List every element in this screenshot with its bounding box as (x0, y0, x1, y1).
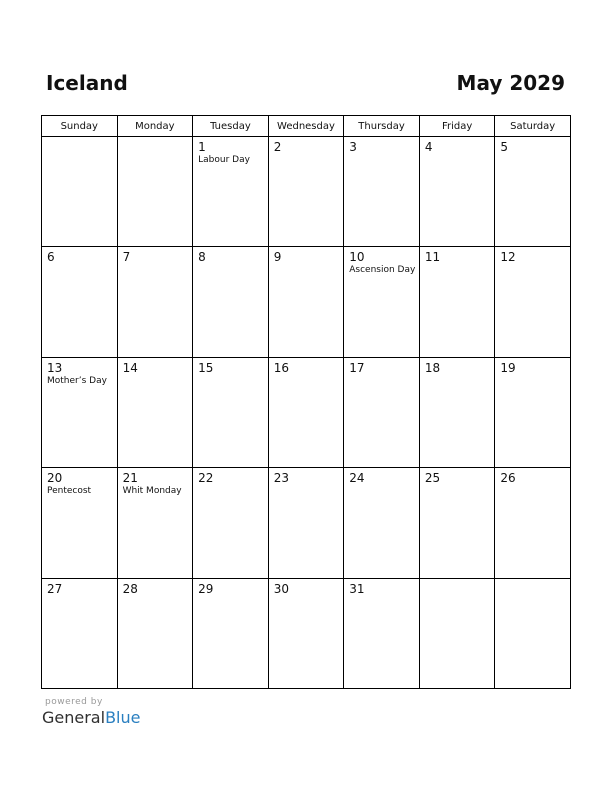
weekday-header: Monday (117, 116, 193, 137)
day-number: 7 (122, 250, 131, 265)
day-cell (117, 247, 193, 357)
day-cell (193, 247, 269, 357)
day-number: 29 (198, 581, 214, 596)
holiday-label: Mother’s Day (47, 375, 107, 386)
generalblue-logo[interactable] (42, 708, 140, 727)
day-cell (419, 247, 495, 357)
holiday-label: Labour Day (198, 155, 250, 165)
weekday-header: Wednesday (268, 116, 344, 137)
week-row (42, 357, 571, 467)
day-number: 14 (122, 360, 138, 375)
day-number: 9 (273, 250, 282, 265)
week-row (42, 468, 571, 578)
day-cell (495, 357, 571, 467)
day-cell (268, 137, 344, 247)
day-number: 8 (198, 250, 206, 265)
day-cell (193, 468, 269, 578)
day-number: 10 (349, 250, 365, 265)
weekday-header: Friday (419, 116, 495, 137)
day-number: 24 (349, 471, 365, 486)
holiday-label: Ascension Day (349, 265, 416, 276)
day-number: 19 (500, 360, 516, 375)
day-number: 4 (424, 140, 433, 154)
weekday-header: Saturday (495, 116, 571, 137)
day-number: 20 (47, 471, 63, 486)
day-cell (419, 578, 495, 688)
weekday-header-row (42, 116, 571, 137)
day-cell (495, 578, 571, 688)
day-cell (495, 468, 571, 578)
day-number: 16 (273, 360, 289, 375)
day-number: 22 (198, 471, 214, 486)
day-number: 28 (122, 581, 138, 596)
day-cell (193, 578, 269, 688)
day-cell (419, 357, 495, 467)
day-number: 6 (47, 250, 55, 265)
weekday-header: Tuesday (193, 116, 269, 137)
day-number (420, 579, 495, 582)
day-number: 15 (198, 360, 214, 375)
day-cell (42, 357, 118, 467)
day-cell (344, 578, 420, 688)
day-cell (117, 137, 193, 247)
day-number: 11 (424, 250, 441, 265)
weekday-header: Thursday (344, 116, 420, 137)
day-cell (268, 247, 344, 357)
day-number: 23 (273, 471, 289, 486)
day-number: 17 (349, 360, 365, 375)
weekday-header: Sunday (42, 116, 118, 137)
day-number: 18 (424, 360, 441, 375)
day-cell (419, 137, 495, 247)
day-cell (419, 468, 495, 578)
powered-by-label: powered by (45, 697, 103, 707)
day-cell (344, 357, 420, 467)
day-cell (268, 468, 344, 578)
day-cell (42, 137, 118, 247)
day-cell (193, 357, 269, 467)
day-number: 13 (47, 360, 63, 375)
day-number: 2 (273, 140, 282, 154)
day-number (495, 579, 570, 582)
day-cell (344, 468, 420, 578)
brand-general-text: General (42, 708, 106, 727)
day-number: 30 (273, 581, 289, 596)
week-row (42, 247, 571, 357)
day-cell (344, 137, 420, 247)
day-number (118, 137, 193, 140)
day-number (42, 137, 117, 140)
day-cell (268, 357, 344, 467)
holiday-label: Pentecost (47, 486, 92, 497)
day-cell (42, 468, 118, 578)
day-number: 25 (424, 471, 441, 486)
brand-blue-text: Blue (105, 708, 141, 727)
day-cell (117, 357, 193, 467)
day-number: 3 (349, 140, 357, 154)
day-cell (42, 247, 118, 357)
day-number: 31 (349, 581, 365, 596)
day-number: 5 (500, 140, 509, 154)
week-row (42, 578, 571, 688)
holiday-label: Whit Monday (122, 486, 182, 497)
day-cell (117, 578, 193, 688)
day-cell (117, 468, 193, 578)
day-cell (268, 578, 344, 688)
week-row (42, 137, 571, 247)
month-title: May 2029 (456, 71, 565, 95)
day-cell (344, 247, 420, 357)
day-cell (193, 137, 269, 247)
calendar-grid (41, 115, 571, 689)
day-number: 21 (122, 471, 138, 486)
day-cell (495, 137, 571, 247)
day-number: 1 (198, 140, 206, 154)
day-cell (495, 247, 571, 357)
day-number: 12 (500, 250, 516, 265)
day-number: 26 (500, 471, 516, 486)
country-title: Iceland (46, 71, 128, 95)
day-cell (42, 578, 118, 688)
day-number: 27 (47, 581, 63, 596)
